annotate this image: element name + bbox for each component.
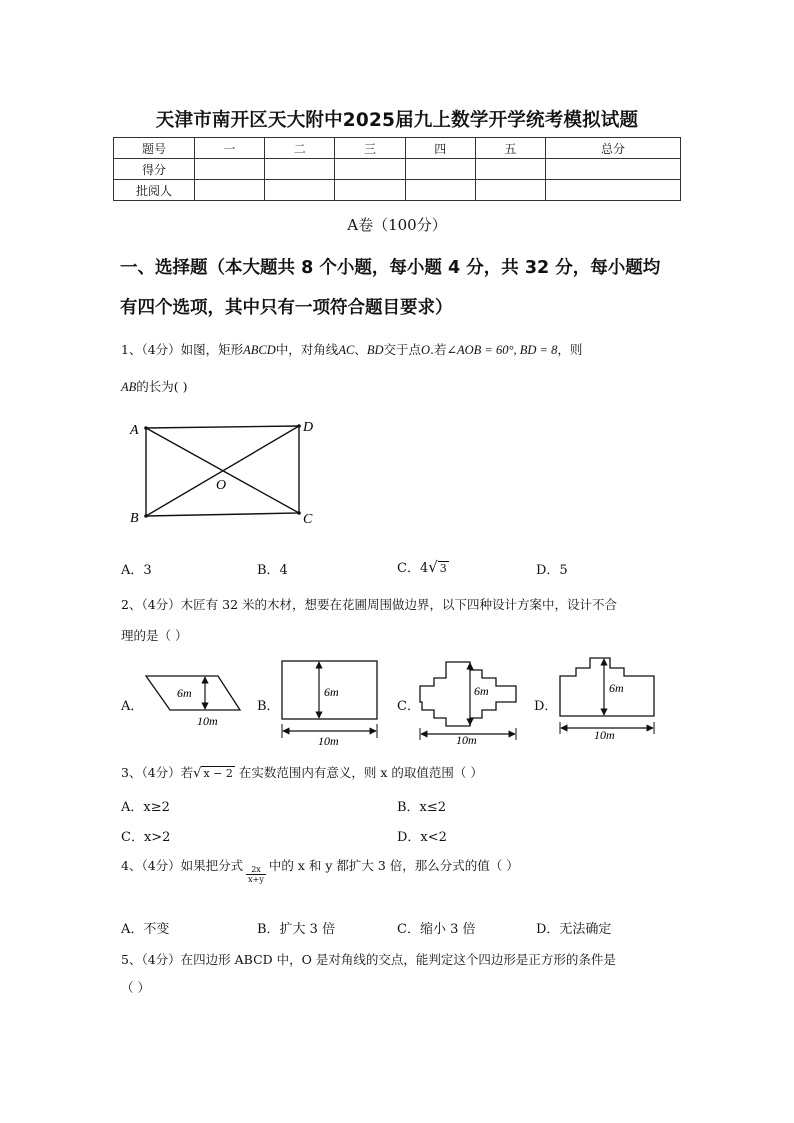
grader-input-cell[interactable] <box>195 180 265 201</box>
width-label: 10m <box>318 734 339 748</box>
radicand: 3 <box>439 562 447 575</box>
math: AB <box>121 380 137 394</box>
fraction <box>246 865 266 884</box>
height-label: 6m <box>177 686 192 700</box>
question-1-line1 <box>121 340 582 358</box>
text: 在实数范围内有意义，则 x 的取值范围（ ） <box>238 765 483 780</box>
table-cell: 批阅人 <box>114 180 195 201</box>
question-5-line2: （ ） <box>121 980 150 995</box>
text: 1、（4分）如图，矩形 <box>121 342 244 357</box>
question-1-line2 <box>121 377 188 395</box>
q3-option-a[interactable]: A．x≥2 <box>121 800 170 815</box>
score-table-header-row <box>114 138 681 159</box>
section-heading-line1: 一、选择题（本大题共 8 个小题，每小题 4 分，共 32 分，每小题均 <box>120 258 661 278</box>
height-label: 6m <box>609 681 624 695</box>
q2-option-c[interactable]: C． <box>397 699 420 714</box>
q1-rectangle-figure <box>122 412 332 532</box>
grader-row <box>114 180 681 201</box>
table-cell: 得分 <box>114 159 195 180</box>
width-label: 10m <box>197 714 218 728</box>
q4-option-d[interactable]: D．无法确定 <box>536 922 612 937</box>
table-cell: 五 <box>475 138 545 159</box>
table-cell: 一 <box>195 138 265 159</box>
q1-option-a[interactable]: A．3 <box>121 563 152 578</box>
q3-option-c[interactable]: C．x>2 <box>121 830 171 845</box>
score-input-cell[interactable] <box>265 159 335 180</box>
q1-option-d[interactable]: D．5 <box>536 563 568 578</box>
q4-option-a[interactable]: A．不变 <box>121 922 170 937</box>
height-label: 6m <box>474 684 489 698</box>
numerator: 2x <box>246 865 266 875</box>
label-a: A <box>130 423 139 438</box>
grader-input-cell[interactable] <box>405 180 475 201</box>
text: 的长为( ) <box>136 379 188 394</box>
math: ABCD <box>243 343 276 357</box>
q2-option-a[interactable]: A． <box>121 699 144 714</box>
q2-figure-c-cross-shape <box>416 654 522 746</box>
table-cell: 总分 <box>546 138 681 159</box>
grader-input-cell[interactable] <box>335 180 405 201</box>
label-d: D <box>303 420 314 435</box>
q4-option-c[interactable]: C．缩小 3 倍 <box>397 922 476 937</box>
q2-option-d[interactable]: D． <box>534 699 558 714</box>
math: AC <box>338 343 355 357</box>
grader-input-cell[interactable] <box>265 180 335 201</box>
question-2-line2: 理的是（ ） <box>121 628 188 643</box>
question-5-line1: 5、（4分）在四边形 ABCD 中，O 是对角线的交点，能判定这个四边形是正方形的条件是 <box>121 952 616 967</box>
question-2-line1: 2、（4分）木匠有 32 米的木材，想要在花圃周围做边界，以下四种设计方案中，设计不合 <box>121 597 618 612</box>
q2-figure-d-stepped-shape <box>556 652 660 744</box>
math: BD <box>366 343 384 357</box>
q3-option-b[interactable]: B．x≤2 <box>397 800 447 815</box>
grader-input-cell[interactable] <box>475 180 545 201</box>
q2-figure-a-parallelogram <box>140 665 250 733</box>
table-cell: 题号 <box>114 138 195 159</box>
score-input-cell[interactable] <box>546 159 681 180</box>
grader-input-cell[interactable] <box>546 180 681 201</box>
q2-figure-b-rectangle <box>278 658 382 750</box>
width-label: 10m <box>594 728 615 742</box>
q1-option-b[interactable]: B．4 <box>257 563 288 578</box>
score-input-cell[interactable] <box>475 159 545 180</box>
radicand: x − 2 <box>203 767 233 780</box>
math: AOB = 60°, BD = 8 <box>456 343 558 357</box>
text: ，则 <box>557 342 583 357</box>
table-cell: 四 <box>405 138 475 159</box>
table-cell: 三 <box>335 138 405 159</box>
score-input-cell[interactable] <box>335 159 405 180</box>
score-row <box>114 159 681 180</box>
width-label: 10m <box>456 733 477 746</box>
text: 、 <box>354 342 367 357</box>
denominator: x+y <box>248 875 264 884</box>
q3-option-d[interactable]: D．x<2 <box>397 830 447 845</box>
question-4-line <box>121 856 519 884</box>
label-b: B <box>130 511 139 526</box>
q1-option-c[interactable]: C．4√ 3 <box>397 558 447 576</box>
score-input-cell[interactable] <box>195 159 265 180</box>
score-table <box>113 137 681 201</box>
question-3-line: 3、（4分）若√ x − 2 在实数范围内有意义，则 x 的取值范围（ ） <box>121 765 483 781</box>
q2-option-b[interactable]: B． <box>257 699 280 714</box>
section-heading-line2: 有四个选项，其中只有一项符合题目要求） <box>120 298 453 318</box>
text: 中的 x 和 y 都扩大 3 倍，那么分式的值（ ） <box>268 858 519 873</box>
text: 3、（4分）若 <box>121 765 194 780</box>
text: 中，对角线 <box>275 342 339 357</box>
table-cell: 二 <box>265 138 335 159</box>
label-o: O <box>216 478 227 493</box>
diagonal-bd <box>146 426 299 516</box>
math: O <box>421 343 431 357</box>
score-input-cell[interactable] <box>405 159 475 180</box>
label-c: C <box>303 512 313 527</box>
text: C．4 <box>397 561 429 576</box>
height-label: 6m <box>324 685 339 699</box>
text: 交于点 <box>383 342 421 357</box>
text: 4、（4分）如果把分式 <box>121 858 244 873</box>
page-title: 天津市南开区天大附中2025届九上数学开学统考模拟试题 <box>155 110 639 131</box>
q4-option-b[interactable]: B．扩大 3 倍 <box>257 922 336 937</box>
section-subtitle: A卷（100分） <box>347 216 447 234</box>
text: .若∠ <box>430 342 457 357</box>
